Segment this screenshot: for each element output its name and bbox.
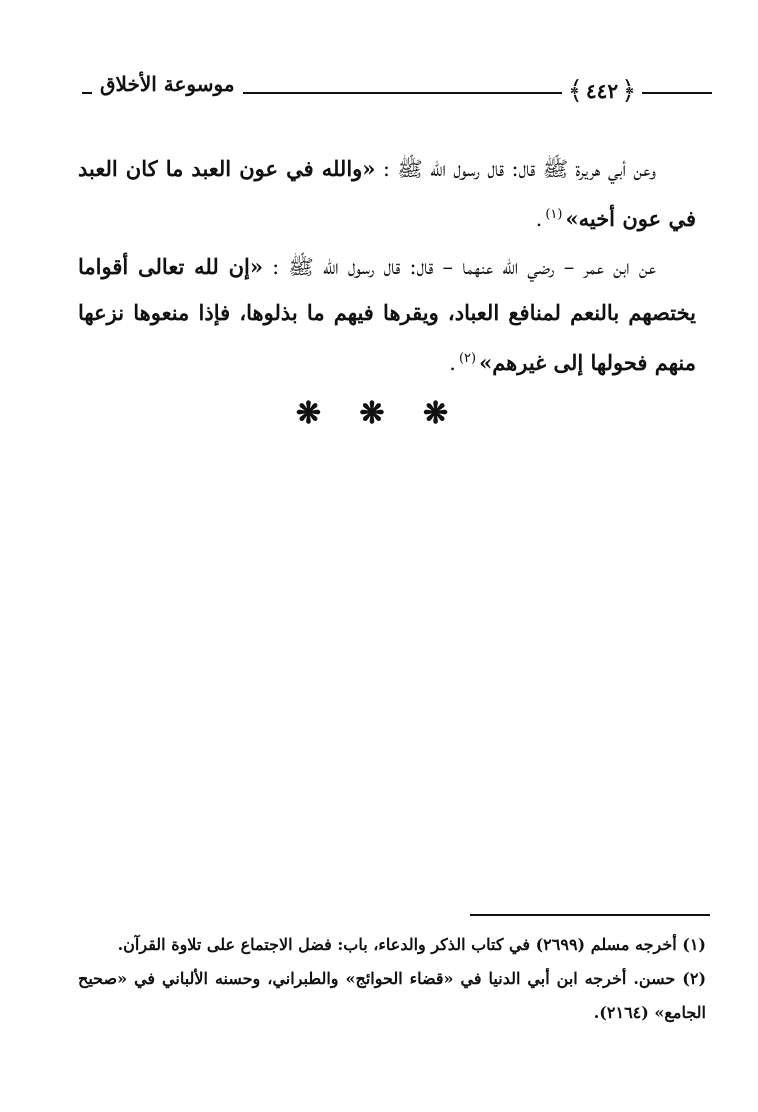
paragraph-2 (78, 244, 696, 386)
paragraph-1-end: . (535, 207, 543, 231)
page-header (82, 68, 712, 112)
footnotes (78, 928, 706, 1030)
footnote-2: (٢) حسن. أخرجه ابن أبي الدنيا في «قضاء الحوائج» والطبراني، وحسنه الألباني في «صحيح الجامع» (٢١٦٤). (78, 969, 707, 1022)
section-separator-stars: ❋ ❋ ❋ (295, 396, 463, 431)
page-number-badge (564, 74, 640, 108)
header-rule-right (642, 92, 712, 94)
footnote-divider (470, 914, 710, 916)
paragraph-2-intro: عن ابن عمر – رضي الله عنهما – قال: قال رسول الله ﷺ : (262, 255, 656, 279)
paragraph-1 (78, 146, 696, 242)
hadith-quote-1: «والله في عون العبد ما كان العبد في عون أخيه» (78, 156, 696, 231)
footnote-1: (١) أخرجه مسلم (٢٦٩٩) في كتاب الذكر والدعاء، باب: فضل الاجتماع على تلاوة القرآن. (117, 935, 706, 954)
footnote-ref-2[interactable]: (٢) (458, 351, 477, 366)
hadith-quote-2: «إن لله تعالى أقواما يختصهم بالنعم لمنافع العباد، ويقرها فيهم ما بذلوها، فإذا منعوها نزعها منهم فحولها إلى غيرهم» (78, 254, 696, 375)
page-number: ٤٤٢ (585, 79, 619, 103)
paragraph-2-end: . (449, 351, 456, 375)
book-title: موسوعة الأخلاق (92, 72, 243, 96)
main-text (78, 146, 696, 388)
page-number-bracket-close: ﴾ (567, 76, 583, 106)
paragraph-1-intro: وعن أبي هريرة ﷺ قال: قال رسول الله ﷺ : (375, 157, 656, 181)
footnote-ref-1[interactable]: (١) (545, 207, 563, 222)
page-number-bracket-open: ﴿ (621, 76, 637, 106)
